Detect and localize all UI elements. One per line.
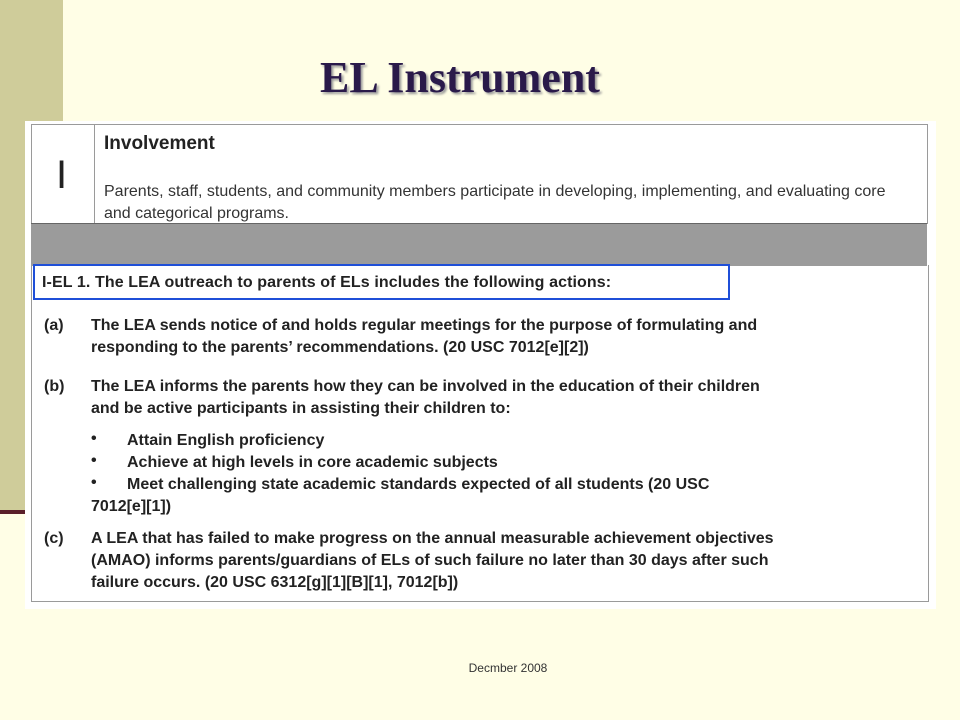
bullet-item: Attain English proficiency — [127, 432, 325, 449]
item-b-label: (b) — [44, 378, 65, 395]
document-image — [25, 121, 936, 609]
bullet-item-continued: 7012[e][1]) — [91, 498, 172, 515]
item-b-line2: and be active participants in assisting their children to: — [91, 400, 511, 417]
section-numeral: I — [56, 153, 68, 197]
item-b-line1: The LEA informs the parents how they can be involved in the education of their children — [91, 378, 760, 395]
item-c-label: (c) — [44, 530, 64, 547]
bullet-marker: • — [91, 452, 97, 469]
section-description: Parents, staff, students, and community members participate in developing, implementing, and evaluating core and categorical programs. — [104, 183, 886, 222]
bullet-item: Achieve at high levels in core academic subjects — [127, 454, 498, 471]
item-c-line1: A LEA that has failed to make progress on the annual measurable achievement objectives — [91, 530, 774, 547]
section-header-row — [31, 124, 928, 224]
item-a-line2: responding to the parents’ recommendations. (20 USC 7012[e][2]) — [91, 339, 589, 356]
item-a-line1: The LEA sends notice of and holds regular meetings for the purpose of formulating and — [91, 317, 758, 334]
item-c-line2: (AMAO) informs parents/guardians of ELs of such failure no later than 30 days after such — [91, 552, 769, 569]
item-a-label: (a) — [44, 317, 64, 334]
slide-footer: Decmber 2008 — [468, 661, 548, 675]
gray-band — [31, 223, 927, 266]
header-divider — [94, 125, 95, 223]
slide-title: EL Instrument — [320, 53, 600, 102]
item-c-line3: failure occurs. (20 USC 6312[g][1][B][1], 7012[b]) — [91, 574, 459, 591]
bullet-marker: • — [91, 430, 97, 447]
item-heading: I-EL 1. The LEA outreach to parents of ELs includes the following actions: — [42, 274, 612, 291]
bullet-marker: • — [91, 474, 97, 491]
bullet-item: Meet challenging state academic standards expected of all students (20 USC — [127, 476, 710, 493]
section-title: Involvement — [104, 133, 215, 154]
